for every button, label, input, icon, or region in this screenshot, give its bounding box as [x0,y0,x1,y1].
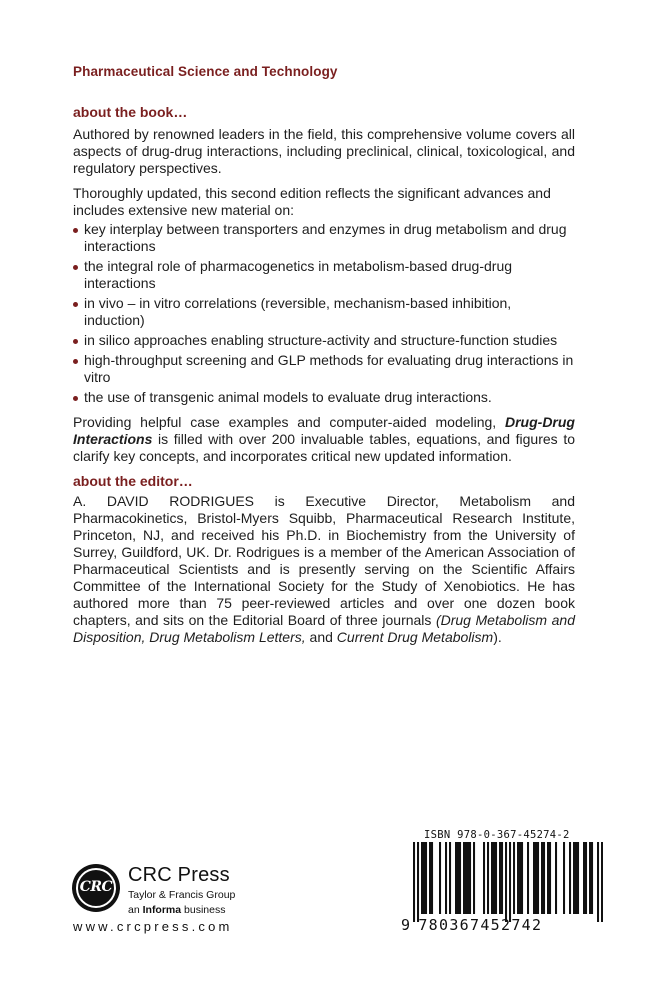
barcode-bar [521,842,523,914]
list-item: the integral role of pharmacogenetics in metabolism-based drug-drug interactions [73,258,575,292]
barcode-bar [513,842,515,914]
barcode-bar [597,842,599,922]
barcode-bar [421,842,423,914]
barcode-bar [413,842,415,922]
feature-list [73,221,575,406]
bullet-icon [73,228,78,233]
barcode-bar [569,842,571,914]
barcode-bar [505,842,507,922]
bullet-icon [73,396,78,401]
barcode-bar [589,842,591,914]
barcode-bar [541,842,543,914]
series-title: Pharmaceutical Science and Technology [73,64,338,79]
barcode-icon [413,842,603,922]
barcode-bar [555,842,557,914]
publisher-group: Taylor & Francis Group [128,889,236,901]
barcode-bar [501,842,503,914]
barcode-bar [487,842,489,914]
barcode-bar [429,842,431,914]
barcode-bar [463,842,465,914]
barcode-bar [577,842,579,914]
barcode-bar [583,842,585,914]
book-updated: Thoroughly updated, this second edition reflects the significant advances and includes extensive new material on: [73,185,551,218]
barcode-bar [493,842,495,914]
book-closing: Providing helpful case examples and computer-aided modeling, Drug-Drug Interactions is filled with over 200 invaluable tables, equations, and figures to clarify key concepts, and incorporates critical new updated information. [73,414,575,464]
barcode-bar [535,842,537,914]
barcode-bar [519,842,521,914]
barcode-bar [509,842,511,922]
barcode-bar [591,842,593,914]
publisher-business: an Informa business [128,904,226,916]
barcode-bar [445,842,447,914]
list-item: high-throughput screening and GLP methods for evaluating drug interactions in vitro [73,352,575,386]
barcode-bar [537,842,539,914]
bullet-icon [73,265,78,270]
barcode-bar [467,842,469,914]
barcode-digits: 9 780367452742 [401,916,543,934]
barcode-bar [491,842,493,914]
book-intro: Authored by renowned leaders in the field, this comprehensive volume covers all aspects of drug-drug interactions, including preclinical, clinical, toxicological, and regulatory perspectives. [73,126,575,176]
barcode-bar [585,842,587,914]
barcode-bar [469,842,471,914]
publisher-name: CRC Press [128,864,230,886]
barcode-bar [533,842,535,914]
list-item: in vivo – in vitro correlations (reversible, mechanism-based inhibition, induction) [73,295,575,329]
list-item: the use of transgenic animal models to evaluate drug interactions. [73,389,575,406]
list-item: in silico approaches enabling structure-activity and structure-function studies [73,332,575,349]
barcode-bar [563,842,565,914]
barcode-bar [425,842,427,914]
bullet-icon [73,359,78,364]
cover-text [73,104,575,654]
barcode-bar [575,842,577,914]
barcode-bar [495,842,497,914]
barcode-bar [601,842,603,922]
barcode-bar [465,842,467,914]
bullet-icon [73,339,78,344]
barcode-bar [449,842,451,914]
book-title-emphasis: Drug-Drug Interactions [73,414,575,447]
barcode-bar [499,842,501,914]
barcode-bar [483,842,485,914]
barcode-bar [517,842,519,914]
barcode-bar [423,842,425,914]
bullet-icon [73,302,78,307]
barcode-bar [459,842,461,914]
barcode-bar [439,842,441,914]
publisher-url: www.crcpress.com [73,919,233,934]
barcode-bar [547,842,549,914]
list-item: key interplay between transporters and enzymes in drug metabolism and drug interactions [73,221,575,255]
crc-logo-icon: CRC [72,864,120,912]
barcode-bar [457,842,459,914]
barcode-bar [455,842,457,914]
barcode-bar [527,842,529,914]
about-book-heading: about the book… [73,104,188,120]
barcode-bar [431,842,433,914]
barcode-bar [549,842,551,914]
barcode-bar [543,842,545,914]
editor-bio: A. DAVID RODRIGUES is Executive Director, Metabolism and Pharmacokinetics, Bristol-Myers Squibb, Pharmaceutical Research Institute, Princeton, NJ, and received his Ph.D. in Biochemistry from the University of Surrey, Guildford, UK. Dr. Rodrigues is a member of the American Association of Pharmaceutical Scientists and is presently serving on the Scientific Affairs Committee of the International Society for the Study of Xenobiotics. He has authored more than 75 peer-reviewed articles and over one dozen book chapters, and sits on the Editorial Board of three journals (Drug Metabolism and Disposition, Drug Metabolism Letters, and Current Drug Metabolism). [73,493,575,645]
barcode-bar [473,842,475,914]
barcode-bar [573,842,575,914]
about-editor-heading: about the editor… [73,473,193,489]
barcode-bar [417,842,419,922]
isbn-label: ISBN 978-0-367-45274-2 [424,829,570,841]
